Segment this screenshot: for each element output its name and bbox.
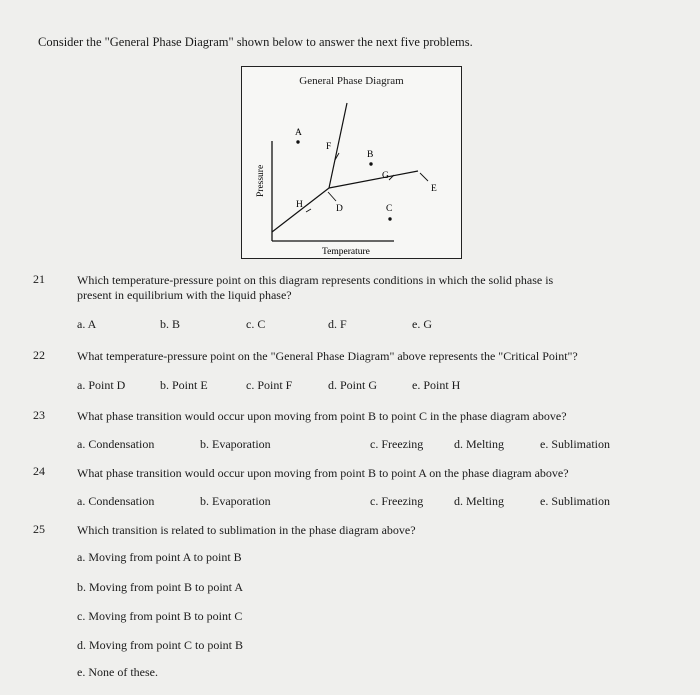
question-text xyxy=(77,409,567,424)
question-number: 21 xyxy=(33,272,45,286)
answer-option[interactable]: c. Freezing xyxy=(370,437,424,451)
answer-option[interactable]: d. Point G xyxy=(328,378,378,392)
arrow-e xyxy=(420,173,428,181)
answer-option[interactable]: c. C xyxy=(246,317,266,331)
phase-diagram xyxy=(241,66,462,259)
x-axis-label: Temperature xyxy=(322,247,370,257)
question-line: What phase transition would occur upon moving from point B to point A on the phase diagram above? xyxy=(77,466,569,480)
question-line: present in equilibrium with the liquid phase? xyxy=(77,288,292,302)
diagram-title: General Phase Diagram xyxy=(299,75,404,87)
label-b: B xyxy=(367,150,374,160)
answer-option[interactable]: b. Moving from point B to point A xyxy=(77,580,244,594)
answer-option[interactable]: a. Point D xyxy=(77,378,126,392)
question-line: Which temperature-pressure point on this diagram represents conditions in which the solid phase is xyxy=(77,273,554,287)
answer-option[interactable]: d. Melting xyxy=(454,494,504,508)
sublimation-curve xyxy=(272,188,329,232)
question-number: 25 xyxy=(33,522,45,536)
label-e: E xyxy=(431,184,437,194)
label-f: F xyxy=(326,142,332,152)
question-number: 24 xyxy=(33,464,45,478)
answer-option[interactable]: c. Freezing xyxy=(370,494,424,508)
answer-option[interactable]: b. B xyxy=(160,317,181,331)
point-c xyxy=(388,217,391,220)
answer-option[interactable]: b. Point E xyxy=(160,378,208,392)
point-b xyxy=(369,162,372,165)
question-number: 23 xyxy=(33,408,45,422)
answer-option[interactable]: e. G xyxy=(412,317,432,331)
vaporization-curve xyxy=(329,171,418,188)
answer-option[interactable]: b. Evaporation xyxy=(200,437,271,451)
answer-option[interactable]: b. Evaporation xyxy=(200,494,271,508)
arrow-d xyxy=(328,192,336,201)
question-text xyxy=(77,466,569,481)
answer-option[interactable]: c. Moving from point B to point C xyxy=(77,609,243,623)
label-c: C xyxy=(386,204,393,214)
answer-option[interactable]: d. Melting xyxy=(454,437,504,451)
y-axis-label: Pressure xyxy=(256,164,266,197)
answer-option[interactable]: e. Point H xyxy=(412,378,461,392)
arrow-h xyxy=(306,209,311,212)
fusion-curve xyxy=(329,103,347,188)
point-a xyxy=(296,140,299,143)
answer-option[interactable]: c. Point F xyxy=(246,378,293,392)
answer-option[interactable]: a. Moving from point A to point B xyxy=(77,550,242,564)
label-d: D xyxy=(336,204,343,214)
question-line: Which transition is related to sublimation in the phase diagram above? xyxy=(77,523,416,537)
label-h: H xyxy=(296,200,303,210)
phase-diagram-svg xyxy=(242,67,463,260)
answer-option[interactable]: e. Sublimation xyxy=(540,494,610,508)
answer-option[interactable]: d. Moving from point C to point B xyxy=(77,638,244,652)
question-text xyxy=(77,523,416,538)
answer-option[interactable]: a. A xyxy=(77,317,97,331)
question-line: What phase transition would occur upon moving from point B to point C in the phase diagram above? xyxy=(77,409,567,423)
answer-option[interactable]: e. None of these. xyxy=(77,665,158,679)
question-line: What temperature-pressure point on the "General Phase Diagram" above represents the "Critical Point"? xyxy=(77,349,578,363)
label-g: G xyxy=(382,171,389,181)
label-a: A xyxy=(295,128,302,138)
question-text xyxy=(77,273,553,303)
question-text xyxy=(77,349,578,364)
answer-option[interactable]: a. Condensation xyxy=(77,437,155,451)
question-number: 22 xyxy=(33,348,45,362)
intro-text: Consider the "General Phase Diagram" shown below to answer the next five problems. xyxy=(38,35,473,49)
answer-option[interactable]: a. Condensation xyxy=(77,494,155,508)
answer-option[interactable]: e. Sublimation xyxy=(540,437,610,451)
answer-option[interactable]: d. F xyxy=(328,317,347,331)
